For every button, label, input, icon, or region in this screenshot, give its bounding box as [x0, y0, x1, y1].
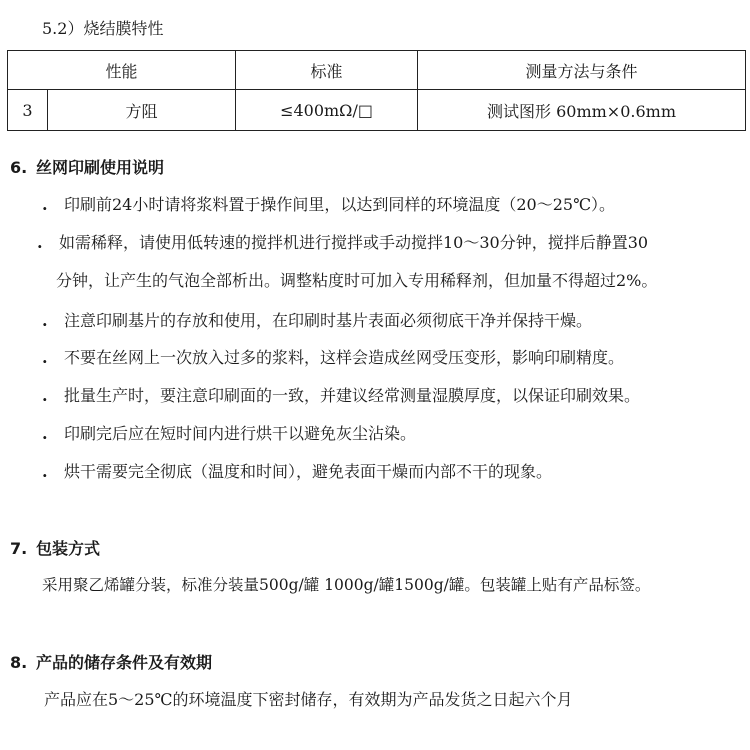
list-item-text: 不要在丝网上一次放入过多的浆料，这样会造成丝网受压变形，影响印刷精度。 — [64, 348, 625, 367]
bullet-dot: . — [42, 386, 48, 405]
list-item — [42, 192, 615, 215]
bullet-dot: . — [37, 233, 43, 252]
list-item — [42, 383, 640, 406]
bullet-dot: . — [42, 195, 48, 214]
list-item-text: 印刷前24小时请将浆料置于操作间里，以达到同样的环境温度（20～25℃）。 — [64, 195, 615, 214]
list-item — [42, 459, 552, 482]
bullet-dot: . — [42, 462, 48, 481]
table-row — [8, 90, 746, 131]
list-item-text: 烘干需要完全彻底（温度和时间），避免表面干燥而内部不干的现象。 — [64, 462, 553, 481]
row-property: 方阻 — [48, 90, 236, 131]
list-item-text: 批量生产时，要注意印刷面的一致，并建议经常测量湿膜厚度，以保证印刷效果。 — [64, 386, 641, 405]
bullet-dot: . — [42, 424, 48, 443]
row-index: 3 — [8, 90, 48, 131]
section-7-text: 采用聚乙烯罐分装，标准分装量500g/罐 1000g/罐1500g/罐。包装罐上贴有产品标签。 — [42, 576, 651, 594]
section-8-text: 产品应在5～25℃的环境温度下密封储存，有效期为产品发货之日起六个月 — [44, 690, 573, 709]
list-item — [37, 230, 648, 253]
section-6-heading: 丝网印刷使用说明 — [36, 158, 165, 177]
row-method: 测试图形 60mm×0.6mm — [418, 90, 746, 131]
section-6-number: 6. — [10, 158, 28, 177]
row-standard: ≤400mΩ/□ — [236, 90, 418, 131]
sub-heading: 5.2）烧结膜特性 — [42, 19, 164, 38]
bullet-dot: . — [42, 311, 48, 330]
list-item — [42, 308, 592, 331]
section-8-heading: 产品的储存条件及有效期 — [36, 653, 213, 672]
section-8-number: 8. — [10, 653, 28, 672]
list-item — [42, 345, 624, 368]
list-item-continuation: 分钟，让产生的气泡全部析出。调整粘度时可加入专用稀释剂，但加量不得超过2%。 — [56, 271, 658, 290]
section-7-heading: 包装方式 — [36, 539, 101, 558]
list-item-text: 印刷完后应在短时间内进行烘干以避免灰尘沾染。 — [64, 424, 417, 443]
section-6-title — [10, 155, 164, 178]
list-item — [42, 421, 416, 444]
section-7-title — [10, 536, 100, 559]
header-property: 性能 — [8, 51, 236, 90]
list-item-text: 注意印刷基片的存放和使用，在印刷时基片表面必须彻底干净并保持干燥。 — [64, 311, 593, 330]
section-8-title — [10, 650, 212, 673]
header-method: 测量方法与条件 — [418, 51, 746, 90]
properties-table — [7, 50, 746, 131]
section-7-number: 7. — [10, 539, 28, 558]
bullet-dot: . — [42, 348, 48, 367]
list-item-text: 如需稀释，请使用低转速的搅拌机进行搅拌或手动搅拌10～30分钟，搅拌后静置30 — [59, 233, 649, 252]
table-header-row — [8, 51, 746, 90]
header-standard: 标准 — [236, 51, 418, 90]
